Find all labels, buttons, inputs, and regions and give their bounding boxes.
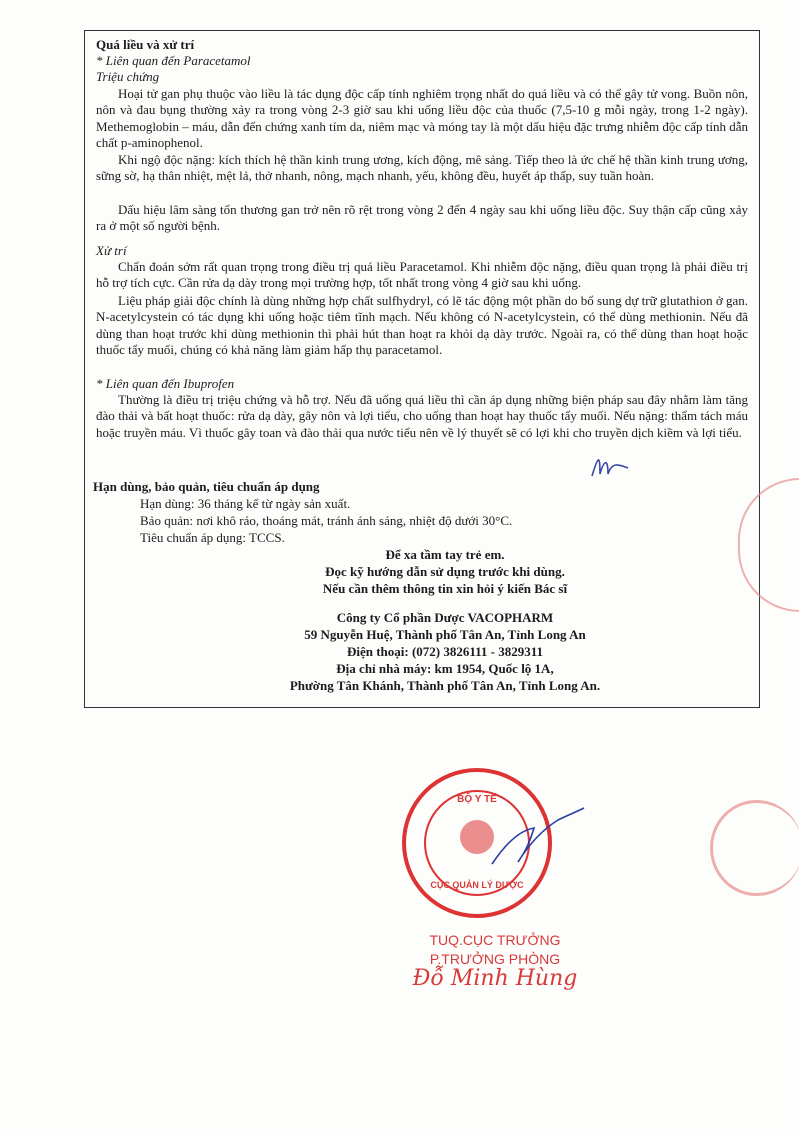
- signer-line-1: TUQ.CỤC TRƯỞNG: [429, 932, 561, 948]
- ibuprofen-paragraph: Thường là điều trị triệu chứng và hỗ trợ. Nếu đã uống quá liều thì cần áp dụng những biện pháp sau đây nhằm làm tăng đào thải và bất hoạt thuốc: rửa dạ dày, gây nôn và lợi tiểu, cho uống than hoạt hay thuốc tẩy muối. Nếu nặng: thẩm tách máu hoặc truyền máu. Vì thuốc gây toan và đào thải qua nước tiểu nên về lý thuyết sẽ có lợi khi cho truyền dịch kiềm và lợi tiểu.: [96, 392, 748, 440]
- company-address: 59 Nguyễn Huệ, Thành phố Tân An, Tỉnh Long An: [304, 627, 586, 642]
- treatment-label: Xử trí: [96, 243, 127, 258]
- paracetamol-subheading: * Liên quan đến Paracetamol: [96, 53, 251, 68]
- stamp-signature-icon: [488, 800, 588, 870]
- company-name: Công ty Cổ phần Dược VACOPHARM: [336, 610, 554, 625]
- symptoms-paragraph-3: Dấu hiệu lâm sàng tổn thương gan trở nên rõ rệt trong vòng 2 đến 4 ngày sau khi uống liều độc. Suy thận cấp cũng xảy ra ở một số người bệnh.: [96, 202, 748, 234]
- symptoms-paragraph-2: Khi ngộ độc nặng: kích thích hệ thần kinh trung ương, kích động, mê sảng. Tiếp theo là ức chế hệ thần kinh trung ương, sững sờ, hạ thân nhiệt, mệt lả, thở nhanh, nông, mạch nhanh, yếu, không đều, huyết áp thấp, suy tuần hoàn.: [96, 152, 748, 184]
- stamp-top-text: BỘ Y TẾ: [457, 794, 497, 805]
- stamp-bottom-text: CỤC QUẢN LÝ DƯỢC: [430, 880, 524, 890]
- signer-name: Đỗ Minh Hùng: [412, 966, 578, 991]
- section-heading: Quá liều và xử trí: [96, 37, 195, 52]
- treatment-paragraph-1: Chẩn đoán sớm rất quan trọng trong điều trị quá liều Paracetamol. Khi nhiễm độc nặng, điều quan trọng là phải điều trị hỗ trợ tích cực. Cần rửa dạ dày trong mọi trường hợp, tốt nhất trong vòng 4 giờ sau khi uống.: [96, 259, 748, 291]
- factory-address-2: Phường Tân Khánh, Thành phố Tân An, Tỉnh Long An.: [289, 678, 601, 693]
- company-phone: Điện thoại: (072) 3826111 - 3829311: [346, 644, 544, 659]
- shelf-life: Hạn dùng: 36 tháng kể từ ngày sản xuất.: [140, 496, 351, 511]
- warning-children: Để xa tầm tay trẻ em.: [385, 547, 505, 562]
- signer-line-2: P.TRƯỞNG PHÒNG: [429, 951, 561, 967]
- partial-stamp-right-icon: [710, 800, 799, 896]
- storage-condition: Bảo quản: nơi khô ráo, thoáng mát, tránh ánh sáng, nhiệt độ dưới 30°C.: [140, 513, 513, 528]
- storage-heading: Hạn dùng, bảo quản, tiêu chuẩn áp dụng: [93, 479, 320, 494]
- warning-ask-doctor: Nếu cần thêm thông tin xin hỏi ý kiến Bác sĩ: [322, 581, 568, 596]
- factory-address-1: Địa chỉ nhà máy: km 1954, Quốc lộ 1A,: [336, 661, 554, 676]
- applied-standard: Tiêu chuẩn áp dụng: TCCS.: [140, 530, 285, 545]
- initial-signature-icon: [588, 452, 632, 482]
- treatment-paragraph-2: Liệu pháp giải độc chính là dùng những hợp chất sulfhydryl, có lẽ tác động một phần do bổ sung dự trữ glutathion ở gan. N-acetylcystein có tác dụng khi uống hoặc tiêm tĩnh mạch. Nếu không có N-acetylcystein, có thể dùng methionin. Nếu đã dùng than hoạt trước khi dùng methionin thì phải hút than hoạt ra khỏi dạ dày trước. Ngoài ra, có thể dùng than hoạt hoặc thuốc tẩy muối, chúng có khả năng làm giảm hấp thụ paracetamol.: [96, 293, 748, 357]
- symptoms-label: Triệu chứng: [96, 69, 160, 84]
- ibuprofen-subheading: * Liên quan đến Ibuprofen: [96, 376, 235, 391]
- warning-read-instructions: Đọc kỹ hướng dẫn sử dụng trước khi dùng.: [325, 564, 565, 579]
- symptoms-paragraph-1: Hoại tử gan phụ thuộc vào liều là tác dụng độc cấp tính nghiêm trọng nhất do quá liều và có thể gây tử vong. Buồn nôn, nôn và đau bụng thường xảy ra trong vòng 2-3 giờ sau khi uống liều độc của thuốc (7,5-10 g mỗi ngày, trong 1-2 ngày). Methemoglobin – máu, dẫn đến chứng xanh tím da, niêm mạc và móng tay là một dấu hiệu đặc trưng nhiễm độc cấp tính dẫn chất p-aminophenol.: [96, 86, 748, 150]
